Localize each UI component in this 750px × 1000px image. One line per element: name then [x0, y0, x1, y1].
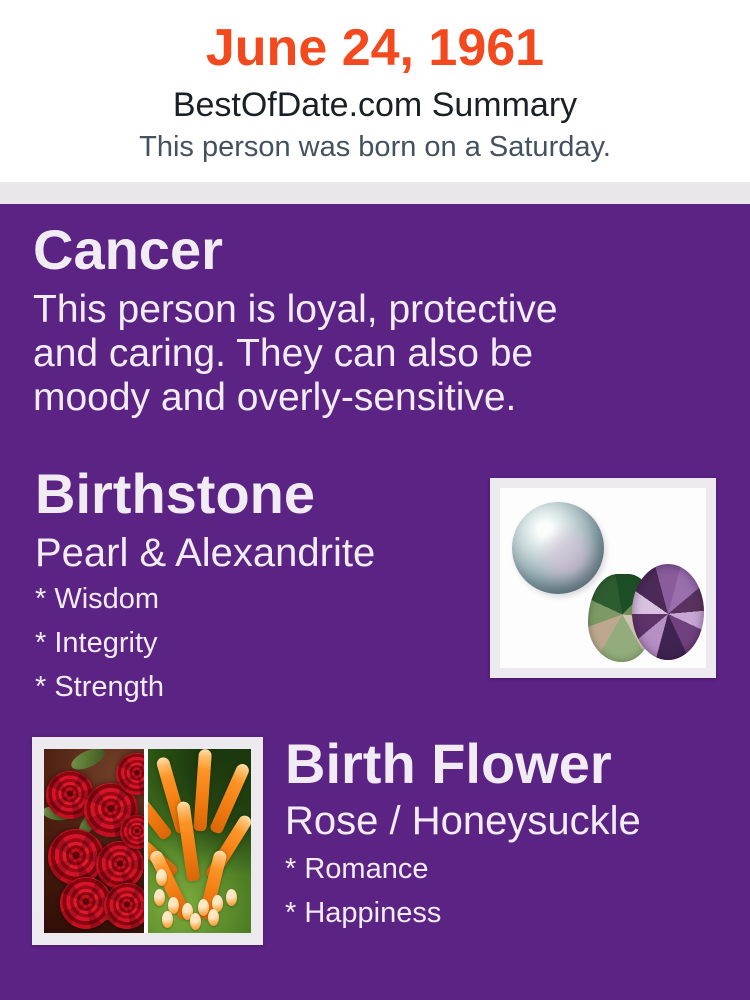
birthstone-heading: Birthstone [35, 462, 315, 525]
divider-strip [0, 182, 750, 204]
bud [162, 911, 173, 928]
birth-flower-trait: * Romance [285, 853, 429, 885]
zodiac-sign-heading: Cancer [33, 218, 223, 281]
details-panel [0, 204, 750, 1000]
bud [154, 889, 165, 906]
bud [208, 909, 219, 926]
birthstone-trait: * Strength [35, 671, 164, 703]
birth-flower-trait-list [285, 854, 441, 942]
birthstone-photo [490, 478, 716, 678]
site-summary-title: BestOfDate.com Summary [172, 86, 578, 124]
birthstone-names: Pearl & Alexandrite [35, 531, 376, 575]
birthstone-trait-list [35, 584, 164, 716]
birthstone-trait: * Wisdom [35, 583, 160, 615]
bud [190, 913, 201, 930]
roses-image [44, 749, 144, 933]
bud [156, 869, 167, 886]
zodiac-description: This person is loyal, protective and caring. They can also be moody and overly-sensitive. [33, 288, 558, 419]
alexandrite-image [588, 564, 704, 666]
bud [198, 899, 209, 916]
weekday-line: This person was born on a Saturday. [139, 131, 611, 163]
honeysuckle-image [148, 749, 251, 933]
rose [104, 883, 144, 929]
trumpet [193, 749, 212, 831]
birth-flower-photo [32, 737, 263, 945]
birthstone-trait: * Integrity [35, 627, 158, 659]
leaf [68, 749, 107, 774]
birth-flower-names: Rose / Honeysuckle [285, 799, 641, 843]
rose [48, 829, 104, 885]
bud [226, 889, 237, 906]
birthstone-photo-inner [500, 488, 706, 668]
birth-flower-heading: Birth Flower [285, 732, 612, 795]
birth-flower-trait: * Happiness [285, 897, 442, 929]
alexandrite-cut-gem [632, 564, 704, 660]
birth-flower-photo-inner [44, 749, 251, 933]
page-title-date: June 24, 1961 [205, 19, 545, 77]
